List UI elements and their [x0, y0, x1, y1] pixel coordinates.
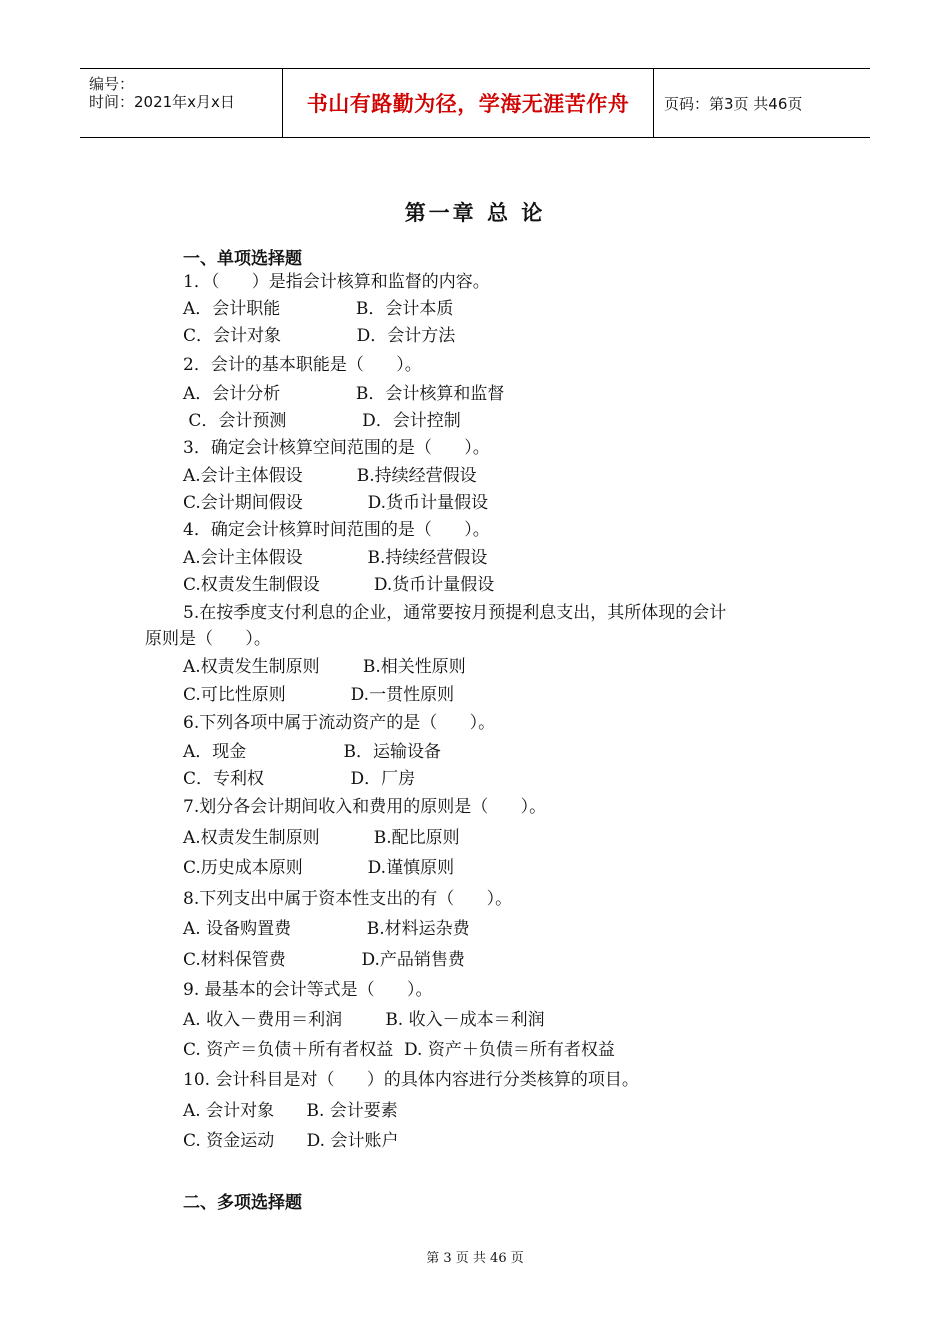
option-line: A. 收入－费用＝利润 B. 收入－成本＝利润	[183, 1010, 545, 1030]
question-line: 5.在按季度支付利息的企业，通常要按月预提利息支出，其所体现的会计	[183, 603, 727, 623]
option-line: C．会计预测 D．会计控制	[183, 411, 461, 431]
question-line: 6.下列各项中属于流动资产的是（ ）。	[183, 713, 496, 733]
question-line: 2．会计的基本职能是（ ）。	[183, 355, 422, 375]
option-line: C. 资金运动 D. 会计账户	[183, 1131, 399, 1151]
header-meta-cell	[80, 69, 283, 137]
question-line: 7.划分各会计期间收入和费用的原则是（ ）。	[183, 797, 547, 817]
header-page-number: 页码：第3页 共46页	[664, 94, 803, 113]
page-footer: 第 3 页 共 46 页	[426, 1251, 524, 1266]
option-line: A.会计主体假设 B.持续经营假设	[183, 466, 477, 486]
option-line: C.可比性原则 D.一贯性原则	[183, 685, 455, 705]
chapter-title: 第一章 总 论	[404, 201, 546, 225]
header-page-cell	[654, 69, 870, 137]
option-line: A.权责发生制原则 B.相关性原则	[183, 657, 466, 677]
option-line: C．专利权 D．厂房	[183, 769, 416, 789]
option-line: A. 会计对象 B. 会计要素	[183, 1101, 398, 1121]
option-line: C.材料保管费 D.产品销售费	[183, 950, 465, 970]
question-line: 9. 最基本的会计等式是（ ）。	[183, 980, 433, 1000]
question-line: 10. 会计科目是对（ ）的具体内容进行分类核算的项目。	[183, 1070, 639, 1090]
question-line: 1．（ ）是指会计核算和监督的内容。	[183, 272, 490, 292]
option-line: C.历史成本原则 D.谨慎原则	[183, 858, 455, 878]
page-header	[80, 68, 870, 138]
option-line: A.权责发生制原则 B.配比原则	[183, 828, 460, 848]
header-number: 编号：	[89, 75, 135, 93]
header-motto: 书山有路勤为径，学海无涯苦作舟	[306, 92, 630, 116]
option-line: C.权责发生制假设 D.货币计量假设	[183, 575, 495, 595]
option-line: C. 资产＝负债＋所有者权益 D. 资产＋负债＝所有者权益	[183, 1040, 615, 1060]
header-date: 时间：2021年x月x日	[89, 93, 235, 111]
header-motto-cell	[283, 69, 654, 137]
question-line: 8.下列支出中属于资本性支出的有（ ）。	[183, 889, 513, 909]
section-title-multiple-choice: 二、多项选择题	[183, 1193, 302, 1213]
question-line: 3．确定会计核算空间范围的是（ ）。	[183, 438, 490, 458]
option-line: C．会计对象 D．会计方法	[183, 326, 456, 346]
option-line: C.会计期间假设 D.货币计量假设	[183, 493, 489, 513]
question-line: 原则是（ ）。	[145, 629, 271, 649]
option-line: A. 设备购置费 B.材料运杂费	[183, 919, 470, 939]
option-line: A．会计分析 B．会计核算和监督	[183, 384, 505, 404]
section-title-single-choice: 一、单项选择题	[183, 249, 302, 269]
option-line: A．现金 B．运输设备	[183, 742, 442, 762]
question-line: 4．确定会计核算时间范围的是（ ）。	[183, 520, 490, 540]
option-line: A.会计主体假设 B.持续经营假设	[183, 548, 488, 568]
option-line: A．会计职能 B．会计本质	[183, 299, 454, 319]
